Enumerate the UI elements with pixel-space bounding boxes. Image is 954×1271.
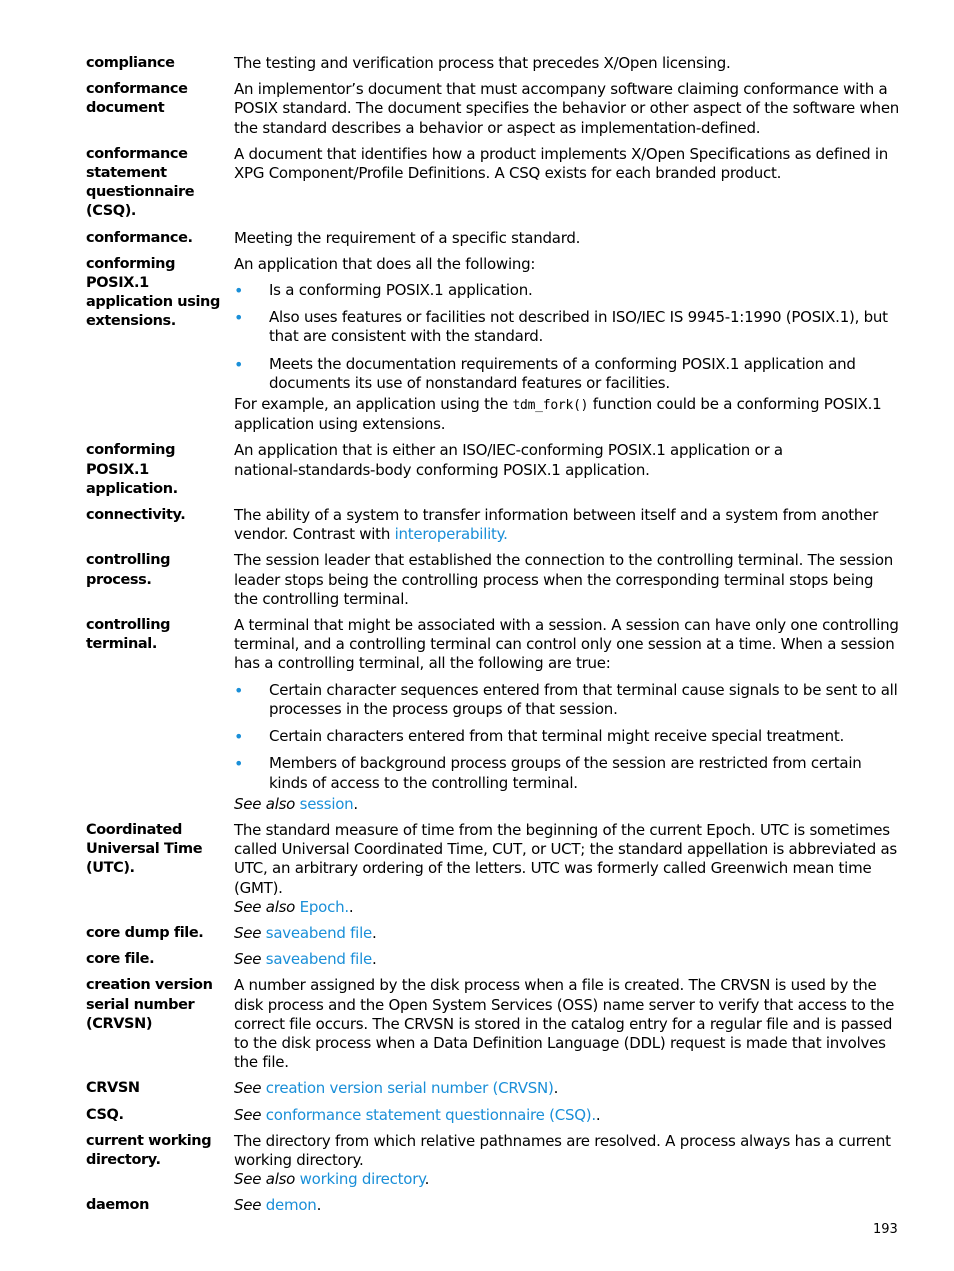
glossary-entry-conformance-document	[86, 80, 900, 138]
glossary-definition	[234, 1196, 900, 1215]
see-label: See	[234, 950, 262, 969]
glossary-term: connectivity.	[86, 507, 186, 524]
example-text-after: function could be a conforming POSIX.1 application using extensions.	[234, 395, 882, 434]
glossary-entry-crvsn	[86, 1079, 900, 1098]
definition-text: A number assigned by the disk process when a file is created. The CRVSN is used by the disk process and the Open System Services (OSS) name server to verify that access to the correct file occurs. The CRVSN is stored in the catalog entry for a regular file and is passed to the disk process when a Data Definition Language (DDL) request is made that involves the file.	[234, 976, 895, 1072]
definition-text: The standard measure of time from the beginning of the current Epoch. UTC is sometimes called Universal Coordinated Time, CUT, or UCT; the standard appellation is abbreviated as UTC, an arbitrary ordering of the letters. UTC was formerly called Greenwich mean time (GMT).	[234, 820, 897, 897]
trailing-period: .	[595, 1105, 601, 1124]
glossary-entry-connectivity	[86, 506, 900, 544]
glossary-definition	[234, 616, 900, 814]
list-item: • Members of background process groups of the session are restricted from certain kinds of access to the controlling terminal.	[234, 754, 900, 792]
glossary-definition	[234, 54, 900, 73]
cross-reference-link[interactable]: saveabend file	[265, 950, 372, 969]
list-item: • Also uses features or facilities not described in ISO/IEC IS 9945-1:1990 (POSIX.1), but that are consistent with the standard.	[234, 308, 900, 346]
glossary-entry-csq-short	[86, 1106, 900, 1125]
definition-text: Meeting the requirement of a specific standard.	[234, 228, 581, 247]
glossary-entry-controlling-terminal	[86, 616, 900, 814]
glossary-entry-conforming-posix-extensions	[86, 255, 900, 435]
cross-reference-link[interactable]: working directory	[299, 1170, 425, 1189]
example-text-before: For example, an application using the	[234, 395, 513, 414]
glossary-term: controlling terminal.	[86, 617, 171, 653]
glossary-entry-compliance	[86, 54, 900, 73]
list-item: • Certain character sequences entered from that terminal cause signals to be sent to all processes in the process groups of that session.	[234, 681, 900, 719]
glossary-term: current working directory.	[86, 1132, 212, 1168]
list-item: • Meets the documentation requirements of a conforming POSIX.1 application and documents its use of nonstandard features or facilities.	[234, 355, 900, 393]
page-number: 193	[873, 1222, 898, 1237]
trailing-period: .	[424, 1170, 430, 1189]
bullet-list	[234, 681, 900, 793]
cross-reference-link[interactable]: demon	[265, 1196, 317, 1215]
see-text	[234, 1196, 900, 1215]
glossary-term: controlling process.	[86, 552, 171, 588]
definition-text-line: national-standards-body conforming POSIX.1 application.	[234, 460, 650, 479]
glossary-term: CSQ.	[86, 1106, 124, 1123]
definition-body: The ability of a system to transfer information between itself and a system from another vendor. Contrast with	[234, 506, 878, 544]
glossary-entry-creation-version-serial-number	[86, 976, 900, 1072]
definition-text: The testing and verification process that precedes X/Open licensing.	[234, 54, 731, 72]
see-also-label: See also	[234, 1170, 296, 1189]
cross-reference-link[interactable]: saveabend file	[265, 923, 372, 942]
glossary-term: CRVSN	[86, 1080, 140, 1097]
glossary-term: conformance statement questionnaire (CSQ).	[86, 145, 195, 220]
trailing-period: .	[553, 1079, 559, 1098]
trailing-period: .	[348, 897, 354, 916]
glossary-term: creation version serial number (CRVSN)	[86, 977, 213, 1032]
glossary-term: compliance	[86, 55, 175, 71]
bullet-list	[234, 281, 900, 393]
glossary-term: core file.	[86, 951, 155, 968]
glossary-term: Coordinated Universal Time (UTC).	[86, 821, 203, 877]
cross-reference-link[interactable]: Epoch.	[299, 897, 349, 916]
glossary-entry-daemon	[86, 1196, 900, 1215]
glossary-term: conforming POSIX.1 application.	[86, 442, 178, 497]
see-text	[234, 1079, 900, 1098]
cross-reference-link[interactable]: session	[299, 794, 354, 813]
see-text	[234, 1106, 900, 1125]
glossary-definition	[234, 441, 900, 479]
see-label: See	[234, 1079, 262, 1098]
glossary-definition	[234, 80, 900, 138]
glossary-entry-core-file	[86, 950, 900, 969]
definition-text: An implementor’s document that must accompany software claiming conformance with a POSIX standard. The document specifies the behavior or other aspect of the software when the standard describes a behavior or aspect as implementation-defined.	[234, 80, 900, 137]
glossary-definition	[234, 950, 900, 969]
glossary-entry-utc	[86, 821, 900, 917]
glossary-entry-current-working-directory	[86, 1132, 900, 1190]
glossary-definition	[234, 976, 900, 1072]
definition-text	[234, 506, 900, 544]
cross-reference-link[interactable]: conformance statement questionnaire (CSQ).	[265, 1105, 596, 1124]
glossary-term: conforming POSIX.1 application using extensions.	[86, 255, 220, 330]
trailing-period: .	[353, 794, 358, 813]
glossary-term: daemon	[86, 1197, 149, 1214]
definition-text: The directory from which relative pathnames are resolved. A process always has a current working directory.	[234, 1131, 891, 1169]
glossary-term: conformance document	[86, 81, 188, 117]
definition-text: A terminal that might be associated with a session. A session can have only one controlling terminal, and a controlling terminal can control only one session at a time. When a session has a controlling terminal, all the following are true:	[234, 616, 899, 673]
see-also-text	[234, 795, 900, 814]
glossary-definition	[234, 255, 900, 435]
definition-text: The session leader that established the connection to the controlling terminal. The session leader stops being the controlling process when the corresponding terminal stops being the controlling terminal.	[234, 551, 894, 608]
glossary-definition	[234, 145, 900, 183]
glossary-entry-conforming-posix-application	[86, 441, 900, 499]
see-also-label: See also	[234, 794, 296, 813]
definition-text-line: An application that is either an ISO/IEC-conforming POSIX.1 application or a	[234, 441, 783, 460]
glossary-definition	[234, 506, 900, 544]
see-also-text	[234, 1170, 900, 1189]
code-function-name: tdm_fork()	[512, 398, 589, 414]
trailing-period: .	[371, 950, 377, 969]
see-label: See	[234, 1196, 262, 1215]
glossary-entry-conformance	[86, 229, 900, 248]
glossary	[86, 54, 900, 1223]
definition-text: A document that identifies how a product implements X/Open Specifications as defined in XPG Component/Profile Definitions. A CSQ exists for each branded product.	[234, 144, 889, 183]
glossary-definition	[234, 1132, 900, 1190]
cross-reference-link[interactable]: interoperability.	[394, 525, 508, 544]
glossary-definition	[234, 1079, 900, 1098]
glossary-definition	[234, 821, 900, 917]
list-item: • Certain characters entered from that terminal might receive special treatment.	[234, 727, 900, 746]
glossary-definition	[234, 551, 900, 609]
glossary-definition	[234, 924, 900, 943]
list-item: • Is a conforming POSIX.1 application.	[234, 281, 900, 300]
see-text	[234, 924, 900, 943]
glossary-definition	[234, 229, 900, 248]
trailing-period: .	[316, 1196, 322, 1215]
glossary-entry-controlling-process	[86, 551, 900, 609]
cross-reference-link[interactable]: creation version serial number (CRVSN)	[265, 1079, 554, 1098]
definition-text: An application that does all the following:	[234, 254, 536, 273]
glossary-definition	[234, 1106, 900, 1125]
glossary-entry-csq	[86, 145, 900, 222]
see-also-text	[234, 898, 900, 917]
glossary-term: conformance.	[86, 229, 193, 246]
see-text	[234, 950, 900, 969]
see-also-label: See also	[234, 897, 296, 916]
glossary-term: core dump file.	[86, 924, 204, 941]
glossary-entry-core-dump-file	[86, 924, 900, 943]
trailing-period: .	[371, 923, 377, 942]
see-label: See	[234, 923, 262, 942]
see-label: See	[234, 1105, 262, 1124]
example-text	[234, 395, 900, 434]
